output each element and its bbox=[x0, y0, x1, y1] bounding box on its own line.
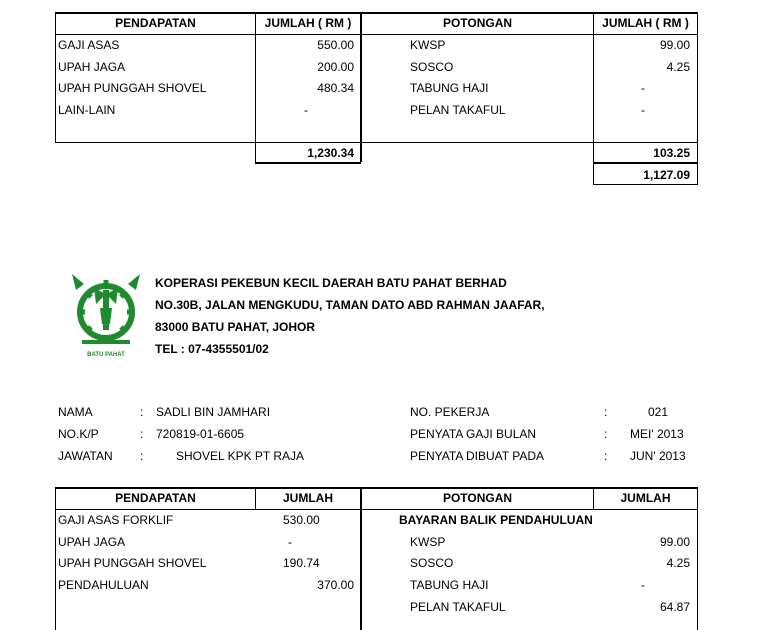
deduction-label: KWSP bbox=[410, 38, 446, 52]
earning-amount: - bbox=[288, 535, 292, 549]
earnings-amount-header: JUMLAH ( RM ) bbox=[264, 16, 352, 30]
total-deductions: 103.25 bbox=[653, 146, 690, 160]
name-value: SADLI BIN JAMHARI bbox=[156, 405, 271, 419]
deduction-amount: 99.00 bbox=[659, 535, 690, 549]
deduction-amount: - bbox=[641, 578, 645, 592]
deductions-amount-header: JUMLAH bbox=[620, 491, 671, 505]
deduction-amount: 4.25 bbox=[666, 556, 690, 570]
earning-label: GAJI ASAS bbox=[58, 38, 120, 52]
deduction-amount: 64.87 bbox=[659, 600, 690, 614]
earning-label: LAIN-LAIN bbox=[58, 103, 116, 117]
deduction-label: SOSCO bbox=[410, 556, 454, 570]
earning-amount: 200.00 bbox=[317, 60, 354, 74]
deductions-amount-header: JUMLAH ( RM ) bbox=[602, 16, 689, 30]
issue-date-label: PENYATA DIBUAT PADA bbox=[410, 449, 545, 463]
colon: : bbox=[140, 427, 144, 441]
total-earnings: 1,230.34 bbox=[307, 146, 354, 160]
deduction-label: KWSP bbox=[410, 535, 446, 549]
colon: : bbox=[140, 405, 144, 419]
issue-date-value: JUN' 2013 bbox=[630, 449, 686, 463]
earning-label: GAJI ASAS FORKLIF bbox=[58, 513, 174, 527]
name-label: NAMA bbox=[58, 405, 93, 419]
earnings-header: PENDAPATAN bbox=[115, 491, 196, 505]
earning-label: UPAH PUNGGAH SHOVEL bbox=[58, 556, 207, 570]
earning-amount: 480.34 bbox=[317, 81, 354, 95]
deduction-amount: 99.00 bbox=[659, 38, 690, 52]
deduction-amount: - bbox=[641, 103, 645, 117]
company-address-line2: 83000 BATU PAHAT, JOHOR bbox=[155, 320, 316, 334]
colon: : bbox=[604, 427, 608, 441]
position-value: SHOVEL KPK PT RAJA bbox=[176, 449, 305, 463]
svg-text:BATU PAHAT: BATU PAHAT bbox=[87, 352, 125, 358]
position-label: JAWATAN bbox=[58, 449, 113, 463]
company-logo bbox=[66, 268, 146, 360]
earning-label: UPAH JAGA bbox=[58, 535, 126, 549]
earning-label: UPAH PUNGGAH SHOVEL bbox=[58, 81, 207, 95]
deductions-header: POTONGAN bbox=[442, 16, 513, 30]
earnings-amount-header: JUMLAH bbox=[283, 491, 333, 505]
cooperative-emblem-icon bbox=[66, 268, 146, 360]
earning-label: PENDAHULUAN bbox=[58, 578, 149, 592]
employee-id-label: NO. PEKERJA bbox=[410, 405, 490, 419]
earnings-header: PENDAPATAN bbox=[115, 16, 196, 30]
company-phone: TEL : 07-4355501/02 bbox=[155, 342, 269, 356]
ic-label: NO.K/P bbox=[58, 427, 99, 441]
colon: : bbox=[140, 449, 144, 463]
ic-value: 720819-01-6605 bbox=[156, 427, 245, 441]
earning-amount: - bbox=[304, 103, 308, 117]
earning-amount: 530.00 bbox=[283, 513, 320, 527]
net-pay: 1,127.09 bbox=[643, 168, 690, 182]
pay-month-label: PENYATA GAJI BULAN bbox=[410, 427, 537, 441]
company-name: KOPERASI PEKEBUN KECIL DAERAH BATU PAHAT BERHAD bbox=[155, 276, 507, 290]
deduction-label: TABUNG HAJI bbox=[410, 578, 489, 592]
deduction-label: PELAN TAKAFUL bbox=[410, 600, 506, 614]
deduction-label: TABUNG HAJI bbox=[410, 81, 489, 95]
pay-month-value: MEI' 2013 bbox=[630, 427, 684, 441]
earning-amount: 550.00 bbox=[317, 38, 354, 52]
employee-id-value: 021 bbox=[648, 405, 669, 419]
earning-label: UPAH JAGA bbox=[58, 60, 126, 74]
colon: : bbox=[604, 405, 608, 419]
deduction-amount: - bbox=[641, 81, 645, 95]
deduction-label: PELAN TAKAFUL bbox=[410, 103, 506, 117]
advance-repayment-title: BAYARAN BALIK PENDAHULUAN bbox=[399, 513, 593, 527]
deduction-amount: 4.25 bbox=[666, 60, 690, 74]
earning-amount: 370.00 bbox=[317, 578, 354, 592]
colon: : bbox=[604, 449, 608, 463]
company-address-line1: NO.30B, JALAN MENGKUDU, TAMAN DATO ABD RAHMAN JAAFAR, bbox=[155, 298, 545, 312]
earning-amount: 190.74 bbox=[283, 556, 320, 570]
deductions-header: POTONGAN bbox=[442, 491, 513, 505]
deduction-label: SOSCO bbox=[410, 60, 454, 74]
